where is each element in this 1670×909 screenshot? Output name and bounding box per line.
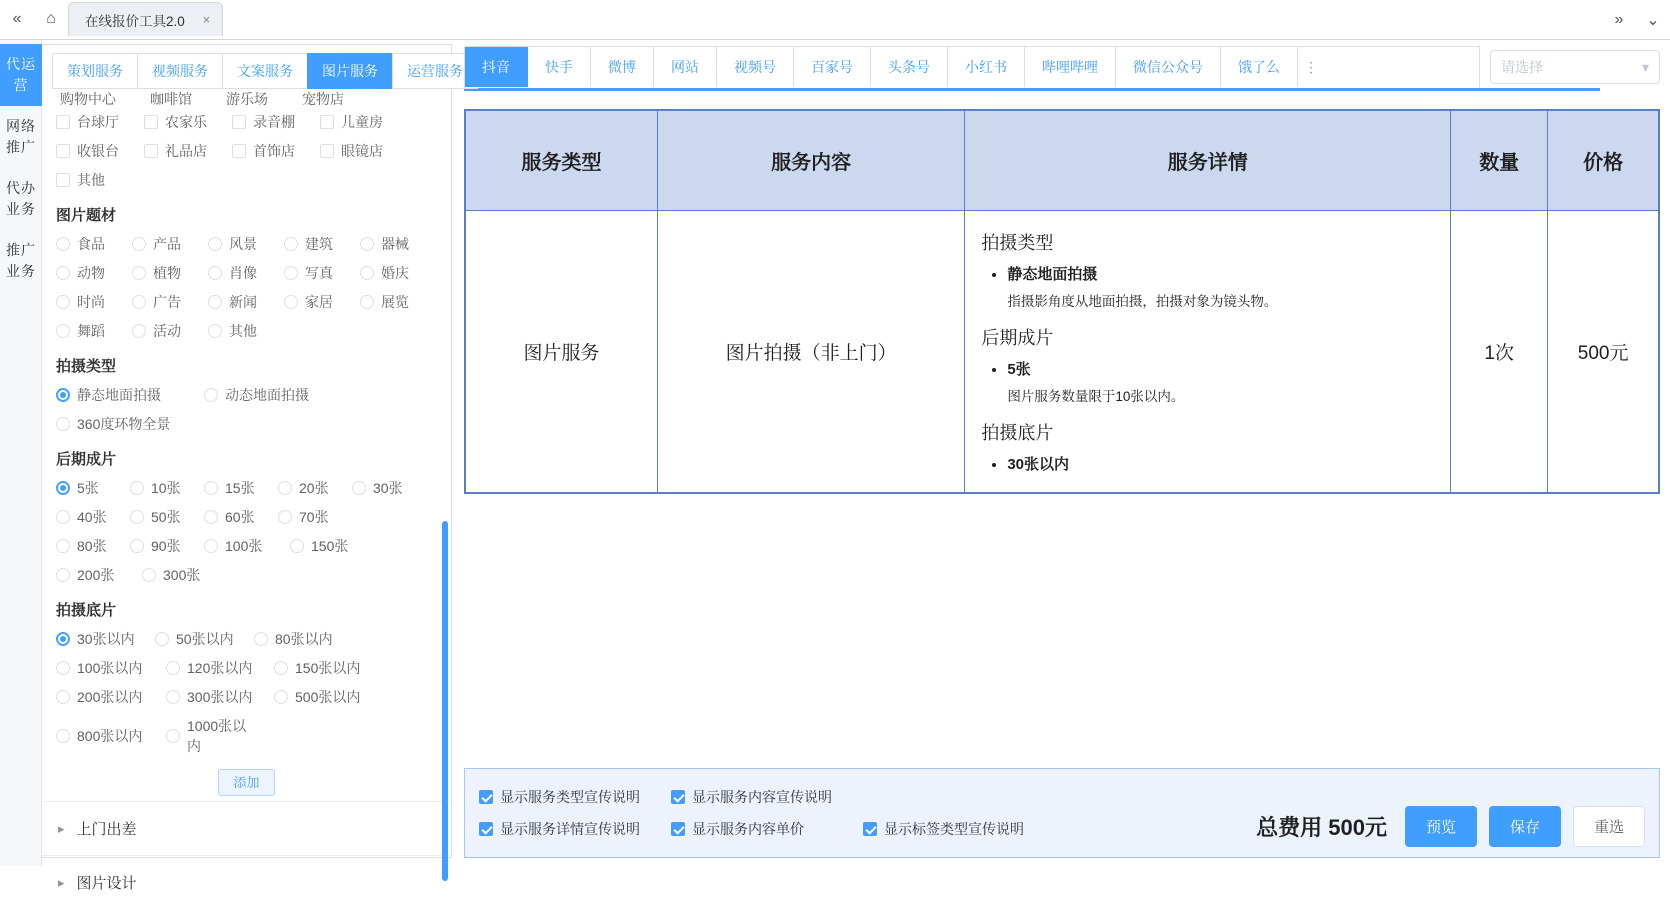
- radio-circle: [208, 324, 222, 338]
- radio-row-ticai-3: [56, 292, 437, 312]
- quote-footer: [464, 768, 1660, 858]
- radio-circle: [360, 266, 374, 280]
- page-body: [0, 40, 1670, 892]
- detail-heading-paishedipian: 拍摄底片: [981, 423, 1054, 443]
- radio-50zhang[interactable]: [130, 507, 196, 527]
- radio-label: 100张: [225, 538, 263, 554]
- checkbox-box-checked: [671, 790, 685, 804]
- th-quantity: 数量: [1451, 111, 1548, 211]
- platform-tab-kuaishou[interactable]: 快手: [528, 47, 591, 87]
- radio-dongwu[interactable]: [56, 263, 124, 283]
- radio-row-ticai-2: [56, 263, 437, 283]
- radio-label: 200张以内: [77, 689, 143, 705]
- checkbox-lipindian[interactable]: [144, 141, 224, 161]
- collapse-item-label: 图片设计: [76, 875, 137, 892]
- footer-actions: [1256, 806, 1645, 847]
- checkbox-label: 首饰店: [253, 143, 295, 159]
- radio-100zhang-yinei[interactable]: [56, 658, 158, 678]
- checkbox-label: 收银台: [77, 143, 119, 159]
- radio-label: 产品: [153, 236, 181, 252]
- radio-row-dipian-1: [56, 629, 437, 649]
- checkbox-label: 显示服务类型宣传说明: [500, 789, 640, 805]
- venue-clipped-1: 咖啡馆: [150, 91, 192, 107]
- radio-label: 200张: [77, 567, 115, 583]
- checkbox-box-checked: [479, 822, 493, 836]
- service-config-panel: [42, 44, 463, 892]
- radio-label: 静态地面拍摄: [77, 387, 161, 403]
- checkbox-box: [56, 144, 70, 158]
- radio-label: 写真: [305, 265, 333, 281]
- radio-circle: [56, 324, 70, 338]
- venue-checkbox-row-3: [56, 170, 437, 190]
- radio-circle: [274, 690, 288, 704]
- collapse-item-label: 上门出差: [76, 821, 137, 838]
- radio-circle: [204, 539, 218, 553]
- venue-checkbox-row-2: [56, 141, 437, 161]
- add-button[interactable]: 添加: [218, 769, 274, 796]
- checkbox-label: 儿童房: [341, 114, 383, 130]
- venue-clipped-3: 宠物店: [302, 91, 344, 107]
- chevron-right-icon: ▸: [58, 820, 65, 836]
- checkbox-box-checked: [671, 822, 685, 836]
- radio-guanggao[interactable]: [132, 292, 200, 312]
- checkbox-taiqiuting[interactable]: [56, 112, 136, 132]
- group-title-paisheleixing: 拍摄类型: [56, 358, 117, 375]
- detail-bullet: • 30张以内: [1007, 453, 1434, 474]
- double-chevron-right-icon[interactable]: »: [1614, 11, 1624, 28]
- radio-200zhang-yinei[interactable]: [56, 687, 158, 707]
- radio-circle: [204, 510, 218, 524]
- platform-bar: [464, 46, 1660, 88]
- tab-cehuafuwu[interactable]: 策划服务: [52, 53, 137, 89]
- radio-80zhang-yinei[interactable]: [254, 629, 345, 649]
- radio-label: 800张以内: [77, 728, 143, 744]
- radio-zhanlan[interactable]: [360, 292, 428, 312]
- browser-right-controls: [1602, 0, 1670, 40]
- radio-label: 30张以内: [77, 631, 135, 647]
- platform-tab-toutiaohao[interactable]: 头条号: [871, 47, 948, 87]
- detail-heading-paisheleixing: 拍摄类型: [981, 233, 1054, 253]
- radio-row-dipian-4: [56, 716, 437, 756]
- radio-label: 40张: [77, 509, 107, 525]
- radio-label: 新闻: [229, 294, 257, 310]
- th-service-type: 服务类型: [466, 111, 658, 211]
- table-row: [466, 211, 1659, 493]
- detail-bullet: • 静态地面拍摄: [1007, 263, 1434, 284]
- radio-label: 10张: [151, 480, 181, 496]
- radio-circle: [155, 632, 169, 646]
- radio-circle-selected: [56, 632, 70, 646]
- radio-circle: [204, 481, 218, 495]
- save-button[interactable]: 保存: [1489, 806, 1561, 847]
- radio-label: 风景: [229, 236, 257, 252]
- radio-circle: [56, 510, 70, 524]
- radio-label: 15张: [225, 480, 255, 496]
- radio-label: 80张以内: [275, 631, 333, 647]
- radio-label: 广告: [153, 294, 181, 310]
- radio-fengjing[interactable]: [208, 234, 276, 254]
- radio-40zhang[interactable]: [56, 507, 122, 527]
- home-icon[interactable]: ⌂: [46, 10, 56, 27]
- checkbox-box: [56, 173, 70, 187]
- radio-label: 建筑: [305, 236, 333, 252]
- radio-30zhang[interactable]: [352, 478, 418, 498]
- radio-chanpin[interactable]: [132, 234, 200, 254]
- radio-zhiwu[interactable]: [132, 263, 200, 283]
- checkbox-nongjiale[interactable]: [144, 112, 224, 132]
- total-cost-label: 总费用: [1256, 815, 1323, 840]
- radio-circle: [56, 539, 70, 553]
- platform-tab-wangzhan[interactable]: 网站: [654, 47, 717, 87]
- radio-circle: [208, 266, 222, 280]
- group-title-paishedipian: 拍摄底片: [56, 602, 117, 619]
- platform-tab-weibo[interactable]: 微博: [591, 47, 654, 87]
- radio-circle: [132, 266, 146, 280]
- radio-15zhang[interactable]: [204, 478, 270, 498]
- radio-circle: [56, 237, 70, 251]
- radio-row-paishe-1: [56, 385, 437, 405]
- vertical-scrollbar[interactable]: [442, 521, 448, 881]
- radio-label: 肖像: [229, 265, 257, 281]
- checkbox-show-service-content-desc[interactable]: [671, 787, 851, 807]
- th-service-content: 服务内容: [658, 111, 965, 211]
- select-placeholder: 请选择: [1501, 59, 1543, 75]
- radio-label: 90张: [151, 538, 181, 554]
- radio-200zhang[interactable]: [56, 565, 134, 585]
- browser-left-controls: [0, 0, 223, 39]
- radio-20zhang[interactable]: [278, 478, 344, 498]
- platform-tab-douyin[interactable]: 抖音: [465, 47, 528, 87]
- checkbox-label: 显示标签类型宣传说明: [884, 821, 1024, 837]
- radio-circle: [56, 661, 70, 675]
- quote-table-wrap: [464, 109, 1660, 494]
- checkbox-label: 录音棚: [253, 114, 295, 130]
- radio-row-dipian-2: [56, 658, 437, 678]
- radio-row-chengpian-4: [56, 565, 437, 585]
- radio-label: 舞蹈: [77, 323, 105, 339]
- radio-row-chengpian-2: [56, 507, 437, 527]
- radio-100zhang[interactable]: [204, 536, 282, 556]
- radio-80zhang[interactable]: [56, 536, 122, 556]
- radio-row-chengpian-3: [56, 536, 437, 556]
- radio-ticai-qita[interactable]: [208, 321, 276, 341]
- radio-circle: [56, 295, 70, 309]
- cell-service-detail: [965, 211, 1451, 493]
- radio-label: 动物: [77, 265, 105, 281]
- radio-300zhang-yinei[interactable]: [166, 687, 266, 707]
- select-input[interactable]: [1490, 50, 1660, 84]
- radio-hunqing[interactable]: [360, 263, 428, 283]
- radio-circle: [130, 510, 144, 524]
- radio-label: 其他: [229, 323, 257, 339]
- radio-circle: [56, 729, 70, 743]
- rail-item-daiyunying[interactable]: 代运营: [0, 44, 42, 106]
- radio-label: 150张以内: [295, 660, 361, 676]
- checkbox-box: [56, 115, 70, 129]
- platform-tabs-wrap: [464, 46, 1480, 88]
- config-scroll-area[interactable]: [42, 89, 451, 801]
- th-service-detail: 服务详情: [965, 111, 1451, 211]
- radio-label: 30张: [373, 480, 403, 496]
- radio-label: 20张: [299, 480, 329, 496]
- checkbox-label: 礼品店: [165, 143, 207, 159]
- service-category-tabs: [42, 45, 463, 89]
- collapse-item-tupiansheji[interactable]: [42, 855, 451, 909]
- radio-dongtai-dimian[interactable]: [204, 385, 309, 405]
- tab-yunyingfuwu[interactable]: 运营服务: [392, 53, 478, 89]
- radio-circle: [130, 481, 144, 495]
- checkbox-label: 显示服务内容宣传说明: [692, 789, 832, 805]
- platform-tabs: [465, 47, 1479, 87]
- radio-circle: [166, 729, 180, 743]
- vertical-nav-rail: [0, 40, 42, 866]
- radio-label: 动态地面拍摄: [225, 387, 309, 403]
- radio-label: 器械: [381, 236, 409, 252]
- checkbox-label: 台球厅: [77, 114, 119, 130]
- radio-label: 70张: [299, 509, 329, 525]
- checkbox-show-label-type-desc[interactable]: [863, 819, 1043, 839]
- radio-circle-selected: [56, 388, 70, 402]
- quote-table: [465, 110, 1659, 493]
- platform-tabs-underline: [464, 88, 1600, 91]
- radio-row-dipian-3: [56, 687, 437, 707]
- checkbox-ertongfang[interactable]: [320, 112, 400, 132]
- radio-60zhang[interactable]: [204, 507, 270, 527]
- radio-circle: [56, 568, 70, 582]
- platform-tab-bilibili[interactable]: 哔哩哔哩: [1025, 47, 1116, 87]
- radio-circle: [254, 632, 268, 646]
- detail-heading-houqichengpian: 后期成片: [981, 328, 1054, 348]
- radio-label: 食品: [77, 236, 105, 252]
- reset-button[interactable]: 重选: [1573, 806, 1645, 847]
- cell-price: 500元: [1548, 211, 1659, 493]
- radio-circle: [142, 568, 156, 582]
- venue-checkbox-row-1: [56, 112, 437, 132]
- browser-tab-title: 在线报价工具2.0: [85, 13, 185, 29]
- detail-list-paisheleixing: [981, 263, 1434, 284]
- tab-tupianfuwu[interactable]: 图片服务: [307, 53, 392, 89]
- checkbox-yanjingdian[interactable]: [320, 141, 400, 161]
- radio-row-ticai-4: [56, 321, 437, 341]
- radio-70zhang[interactable]: [278, 507, 344, 527]
- radio-xinwen[interactable]: [208, 292, 276, 312]
- radio-circle: [208, 237, 222, 251]
- quote-result-panel: [452, 40, 1670, 866]
- checkbox-label: 显示服务内容单价: [692, 821, 804, 837]
- radio-circle: [166, 690, 180, 704]
- checkbox-box-checked: [479, 790, 493, 804]
- tab-wenanfuwu[interactable]: 文案服务: [222, 53, 307, 89]
- radio-circle: [204, 388, 218, 402]
- th-price: 价格: [1548, 111, 1659, 211]
- radio-label: 植物: [153, 265, 181, 281]
- radio-circle: [274, 661, 288, 675]
- radio-90zhang[interactable]: [130, 536, 196, 556]
- radio-circle: [352, 481, 366, 495]
- radio-label: 50张以内: [176, 631, 234, 647]
- detail-list-paishedipian: [981, 453, 1434, 474]
- radio-150zhang[interactable]: [290, 536, 356, 556]
- radio-circle: [278, 510, 292, 524]
- radio-circle: [208, 295, 222, 309]
- venue-clipped-0: 购物中心: [60, 91, 116, 107]
- chevron-down-icon[interactable]: ⌄: [1646, 12, 1660, 29]
- radio-circle: [278, 481, 292, 495]
- checkbox-shoushidian[interactable]: [232, 141, 312, 161]
- footer-checkbox-group: [479, 787, 1043, 839]
- more-vertical-icon[interactable]: ⋮: [1304, 59, 1318, 75]
- footer-checkbox-row-1: [479, 787, 1043, 807]
- radio-circle: [290, 539, 304, 553]
- preview-button[interactable]: 预览: [1405, 806, 1477, 847]
- checkbox-qita[interactable]: [56, 170, 136, 190]
- radio-circle: [284, 266, 298, 280]
- close-icon[interactable]: ×: [202, 12, 211, 27]
- radio-circle: [56, 417, 70, 431]
- radio-120zhang-yinei[interactable]: [166, 658, 266, 678]
- checkbox-label: 显示服务详情宣传说明: [500, 821, 640, 837]
- cell-quantity: 1次: [1451, 211, 1548, 493]
- chevron-right-icon: ▸: [58, 874, 65, 890]
- radio-label: 时尚: [77, 294, 105, 310]
- radio-circle: [360, 295, 374, 309]
- radio-circle: [360, 237, 374, 251]
- checkbox-box-checked: [863, 822, 877, 836]
- radio-jingtai-dimian[interactable]: [56, 385, 196, 405]
- radio-circle-selected: [56, 481, 70, 495]
- browser-tab[interactable]: [68, 2, 223, 36]
- radio-xiaoxiang[interactable]: [208, 263, 276, 283]
- group-title-tupianticai: 图片题材: [56, 207, 117, 224]
- detail-bullet: • 5张: [1007, 358, 1434, 379]
- radio-circle: [284, 237, 298, 251]
- radio-xiezhen[interactable]: [284, 263, 352, 283]
- checkbox-label: 眼镜店: [341, 143, 383, 159]
- double-chevron-left-icon[interactable]: «: [12, 10, 22, 27]
- rail-item-tuiguangyewu[interactable]: 推广业务: [6, 242, 36, 279]
- radio-shishang[interactable]: [56, 292, 124, 312]
- radio-label: 活动: [153, 323, 181, 339]
- radio-circle: [132, 295, 146, 309]
- radio-row-ticai-1: [56, 234, 437, 254]
- radio-label: 50张: [151, 509, 181, 525]
- radio-label: 100张以内: [77, 660, 143, 676]
- checkbox-shouyintai[interactable]: [56, 141, 136, 161]
- radio-circle: [56, 266, 70, 280]
- checkbox-luyinpeng[interactable]: [232, 112, 312, 132]
- radio-10zhang[interactable]: [130, 478, 196, 498]
- tab-shipinfuwu[interactable]: 视频服务: [137, 53, 222, 89]
- detail-list-houqichengpian: [981, 358, 1434, 379]
- add-button-wrap: [56, 772, 437, 791]
- checkbox-show-service-type-desc[interactable]: [479, 787, 659, 807]
- platform-tab-weixingongzhonghao[interactable]: 微信公众号: [1116, 47, 1221, 87]
- checkbox-box: [320, 144, 334, 158]
- cell-service-content: 图片拍摄（非上门）: [658, 211, 965, 493]
- detail-note-paisheleixing: 指摄影角度从地面拍摄，拍摄对象为镜头物。: [1007, 294, 1278, 309]
- radio-360-quanjing[interactable]: [56, 414, 170, 434]
- radio-1000zhang-yinei[interactable]: [166, 716, 257, 756]
- rail-item-daibanyewu[interactable]: 代办业务: [6, 180, 36, 217]
- checkbox-box: [144, 115, 158, 129]
- radio-label: 80张: [77, 538, 107, 554]
- venue-clipped-2: 游乐场: [226, 91, 268, 107]
- radio-label: 家居: [305, 294, 333, 310]
- radio-5zhang[interactable]: [56, 478, 122, 498]
- checkbox-box: [320, 115, 334, 129]
- radio-500zhang-yinei[interactable]: [274, 687, 365, 707]
- checkbox-show-service-detail-desc[interactable]: [479, 819, 659, 839]
- radio-row-chengpian-1: [56, 478, 437, 498]
- radio-label: 300张以内: [187, 689, 253, 705]
- cell-service-type: 图片服务: [466, 211, 658, 493]
- radio-circle: [56, 690, 70, 704]
- platform-tab-shipinhao[interactable]: 视频号: [717, 47, 794, 87]
- checkbox-show-service-unit-price[interactable]: [671, 819, 851, 839]
- checkbox-box: [232, 144, 246, 158]
- radio-row-paishe-2: [56, 414, 437, 434]
- radio-huodong[interactable]: [132, 321, 200, 341]
- radio-800zhang-yinei[interactable]: [56, 726, 158, 746]
- detail-note-houqichengpian: 图片服务数量限于10张以内。: [1007, 389, 1185, 404]
- radio-jianzhu[interactable]: [284, 234, 352, 254]
- radio-label: 婚庆: [381, 265, 409, 281]
- radio-circle: [284, 295, 298, 309]
- radio-label: 120张以内: [187, 660, 253, 676]
- radio-label: 300张: [163, 567, 201, 583]
- venue-row-clipped: [56, 89, 437, 107]
- checkbox-box: [232, 115, 246, 129]
- radio-label: 360度环物全景: [77, 416, 171, 432]
- radio-label: 150张: [311, 538, 349, 554]
- radio-jiaju[interactable]: [284, 292, 352, 312]
- radio-label: 展览: [381, 294, 409, 310]
- collapse-item-shangmenchucha[interactable]: [42, 801, 451, 855]
- radio-label: 1000张以内: [187, 718, 247, 754]
- total-cost: [1256, 811, 1387, 842]
- radio-wudao[interactable]: [56, 321, 124, 341]
- radio-qixie[interactable]: [360, 234, 428, 254]
- radio-circle: [166, 661, 180, 675]
- radio-label: 500张以内: [295, 689, 361, 705]
- radio-shipin[interactable]: [56, 234, 124, 254]
- group-title-houqichengpian: 后期成片: [56, 451, 117, 468]
- radio-50zhang-yinei[interactable]: [155, 629, 246, 649]
- radio-circle: [132, 324, 146, 338]
- radio-circle: [130, 539, 144, 553]
- total-cost-value: 500元: [1328, 815, 1387, 840]
- platform-tab-baijiahao[interactable]: 百家号: [794, 47, 871, 87]
- radio-150zhang-yinei[interactable]: [274, 658, 365, 678]
- radio-circle: [132, 237, 146, 251]
- browser-tab-bar: [0, 0, 1670, 40]
- footer-checkbox-row-2: [479, 819, 1043, 839]
- platform-tab-xiaohongshu[interactable]: 小红书: [948, 47, 1025, 87]
- rail-item-wangluotuiguang[interactable]: 网络推广: [6, 118, 36, 155]
- table-header-row: [466, 111, 1659, 211]
- chevron-down-icon: ▾: [1641, 58, 1649, 75]
- radio-30zhang-yinei[interactable]: [56, 629, 147, 649]
- platform-tab-eleme[interactable]: 饿了么: [1221, 47, 1298, 87]
- checkbox-label: 其他: [77, 172, 105, 188]
- checkbox-box: [144, 144, 158, 158]
- radio-label: 5张: [77, 480, 99, 496]
- radio-300zhang[interactable]: [142, 565, 208, 585]
- radio-label: 60张: [225, 509, 255, 525]
- checkbox-label: 农家乐: [165, 114, 207, 130]
